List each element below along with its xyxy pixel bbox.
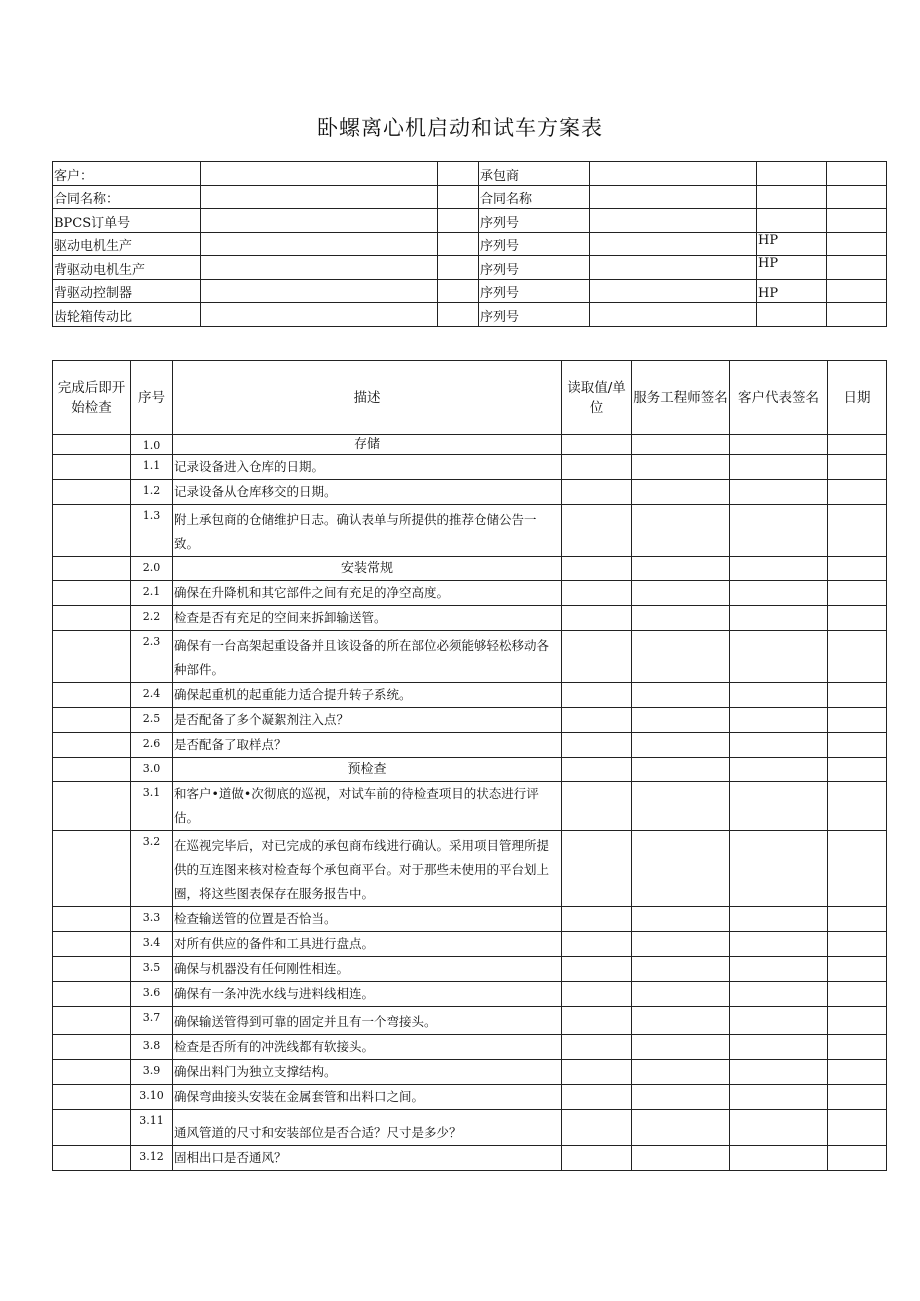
engineer-sign-cell[interactable] [632, 982, 730, 1007]
row-number: 3.5 [131, 957, 173, 982]
reading-cell[interactable] [562, 708, 632, 733]
info-label: 背驱动控制器 [53, 279, 201, 303]
table-row [53, 631, 887, 683]
table-row [53, 831, 887, 907]
info-hp: HP [757, 256, 827, 280]
engineer-sign-cell[interactable] [632, 631, 730, 683]
date-cell[interactable] [828, 831, 887, 907]
customer-sign-cell[interactable] [730, 758, 828, 782]
info-label: 驱动电机生产 [53, 232, 201, 256]
info-mid-field[interactable] [590, 279, 757, 303]
info-row [53, 185, 887, 209]
check-cell[interactable] [53, 1007, 131, 1035]
date-cell[interactable] [828, 1110, 887, 1146]
engineer-sign-cell[interactable] [632, 435, 730, 455]
check-cell[interactable] [53, 1060, 131, 1085]
row-number: 2.4 [131, 683, 173, 708]
date-cell[interactable] [828, 1146, 887, 1171]
date-cell[interactable] [828, 505, 887, 557]
engineer-sign-cell[interactable] [632, 733, 730, 758]
info-label: 合同名称： [53, 185, 201, 209]
engineer-sign-cell[interactable] [632, 708, 730, 733]
reading-cell[interactable] [562, 733, 632, 758]
info-mid-field[interactable] [590, 162, 757, 186]
info-mid-label: 序列号 [479, 303, 590, 327]
info-hp [757, 303, 827, 327]
date-cell[interactable] [828, 683, 887, 708]
row-number: 3.4 [131, 932, 173, 957]
row-description: 确保在升降机和其它部件之间有充足的净空高度。 [173, 581, 562, 606]
row-number: 3.7 [131, 1007, 173, 1035]
check-cell[interactable] [53, 505, 131, 557]
table-row [53, 982, 887, 1007]
customer-sign-cell[interactable] [730, 932, 828, 957]
row-description: 确保输送管得到可靠的固定并且有一个弯接头。 [173, 1007, 562, 1035]
reading-cell[interactable] [562, 758, 632, 782]
reading-cell[interactable] [562, 1085, 632, 1110]
customer-sign-cell[interactable] [730, 1146, 828, 1171]
info-row [53, 162, 887, 186]
table-row [53, 1060, 887, 1085]
engineer-sign-cell[interactable] [632, 1035, 730, 1060]
table-row [53, 1007, 887, 1035]
row-description: 确保与机器没有任何刚性相连。 [173, 957, 562, 982]
row-number: 2.1 [131, 581, 173, 606]
reading-cell[interactable] [562, 1007, 632, 1035]
table-row [53, 1085, 887, 1110]
reading-cell[interactable] [562, 480, 632, 505]
table-row [53, 1146, 887, 1171]
engineer-sign-cell[interactable] [632, 831, 730, 907]
header-date: 日期 [828, 361, 887, 435]
check-cell[interactable] [53, 435, 131, 455]
header-reading: 读取值/单位 [562, 361, 632, 435]
row-number: 2.2 [131, 606, 173, 631]
table-row [53, 1110, 887, 1146]
reading-cell[interactable] [562, 932, 632, 957]
customer-sign-cell[interactable] [730, 1035, 828, 1060]
row-description: 检查是否所有的冲洗线都有软接头。 [173, 1035, 562, 1060]
customer-sign-cell[interactable] [730, 435, 828, 455]
info-hp: HP [757, 232, 827, 256]
section-title: 存储 [173, 435, 562, 455]
info-hp [757, 209, 827, 233]
row-description: 和客户•道做•次彻底的巡视，对试车前的待检查项目的状态进行评估。 [173, 782, 562, 831]
check-cell[interactable] [53, 1035, 131, 1060]
customer-sign-cell[interactable] [730, 831, 828, 907]
customer-sign-cell[interactable] [730, 907, 828, 932]
info-mid-field[interactable] [590, 256, 757, 280]
reading-cell[interactable] [562, 957, 632, 982]
check-cell[interactable] [53, 831, 131, 907]
info-mid-field[interactable] [590, 303, 757, 327]
check-cell[interactable] [53, 957, 131, 982]
engineer-sign-cell[interactable] [632, 1085, 730, 1110]
check-cell[interactable] [53, 782, 131, 831]
date-cell[interactable] [828, 957, 887, 982]
check-cell[interactable] [53, 1146, 131, 1171]
check-cell[interactable] [53, 455, 131, 480]
date-cell[interactable] [828, 581, 887, 606]
info-label: 客户： [53, 162, 201, 186]
row-number: 2.0 [131, 557, 173, 581]
row-description: 附上承包商的仓储维护日志。确认表单与所提供的推荐仓储公告一致。 [173, 505, 562, 557]
section-row [53, 557, 887, 581]
engineer-sign-cell[interactable] [632, 606, 730, 631]
header-desc: 描述 [173, 361, 562, 435]
info-label: 齿轮箱传动比 [53, 303, 201, 327]
customer-sign-cell[interactable] [730, 782, 828, 831]
section-row [53, 435, 887, 455]
table-row [53, 782, 887, 831]
info-mid-label: 序列号 [479, 256, 590, 280]
row-number: 3.6 [131, 982, 173, 1007]
date-cell[interactable] [828, 557, 887, 581]
reading-cell[interactable] [562, 505, 632, 557]
customer-sign-cell[interactable] [730, 1060, 828, 1085]
engineer-sign-cell[interactable] [632, 1146, 730, 1171]
row-description: 检查输送管的位置是否恰当。 [173, 907, 562, 932]
row-description: 确保弯曲接头安装在金属套管和出料口之间。 [173, 1085, 562, 1110]
info-mid-field[interactable] [590, 232, 757, 256]
date-cell[interactable] [828, 480, 887, 505]
info-mid-label: 序列号 [479, 209, 590, 233]
header-row [53, 361, 887, 435]
row-number: 1.1 [131, 455, 173, 480]
info-hp: HP [757, 279, 827, 303]
info-mid-field[interactable] [590, 185, 757, 209]
reading-cell[interactable] [562, 1146, 632, 1171]
date-cell[interactable] [828, 758, 887, 782]
info-label: 背驱动电机生产 [53, 256, 201, 280]
row-description: 确保有一台高架起重设备并且该设备的所在部位必须能够轻松移动各种部件。 [173, 631, 562, 683]
row-number: 2.6 [131, 733, 173, 758]
reading-cell[interactable] [562, 606, 632, 631]
engineer-sign-cell[interactable] [632, 683, 730, 708]
check-cell[interactable] [53, 758, 131, 782]
reading-cell[interactable] [562, 982, 632, 1007]
date-cell[interactable] [828, 606, 887, 631]
engineer-sign-cell[interactable] [632, 1060, 730, 1085]
customer-sign-cell[interactable] [730, 480, 828, 505]
row-number: 3.1 [131, 782, 173, 831]
row-description: 检查是否有充足的空间来拆卸输送管。 [173, 606, 562, 631]
row-number: 3.3 [131, 907, 173, 932]
customer-sign-cell[interactable] [730, 708, 828, 733]
info-hp [757, 185, 827, 209]
row-description: 在巡视完毕后，对已完成的承包商布线进行确认。采用项目管理所提供的互连图来核对检查每个承包商平台。对于那些未使用的平台划上圈，将这些图表保存在服务报告中。 [173, 831, 562, 907]
section-row [53, 758, 887, 782]
info-mid-label: 承包商 [479, 162, 590, 186]
reading-cell[interactable] [562, 435, 632, 455]
row-number: 3.10 [131, 1085, 173, 1110]
table-row [53, 957, 887, 982]
customer-sign-cell[interactable] [730, 1110, 828, 1146]
row-description: 确保出料门为独立支撑结构。 [173, 1060, 562, 1085]
row-number: 2.5 [131, 708, 173, 733]
customer-sign-cell[interactable] [730, 1085, 828, 1110]
row-number: 1.0 [131, 435, 173, 455]
check-cell[interactable] [53, 683, 131, 708]
reading-cell[interactable] [562, 631, 632, 683]
check-cell[interactable] [53, 606, 131, 631]
customer-sign-cell[interactable] [730, 957, 828, 982]
info-row [53, 303, 887, 327]
row-number: 3.2 [131, 831, 173, 907]
info-value-field[interactable] [201, 279, 438, 303]
reading-cell[interactable] [562, 1035, 632, 1060]
table-row [53, 683, 887, 708]
check-cell[interactable] [53, 581, 131, 606]
date-cell[interactable] [828, 1060, 887, 1085]
check-cell[interactable] [53, 631, 131, 683]
engineer-sign-cell[interactable] [632, 932, 730, 957]
check-cell[interactable] [53, 733, 131, 758]
header-engineer: 服务工程师签名 [632, 361, 730, 435]
table-row [53, 581, 887, 606]
engineer-sign-cell[interactable] [632, 907, 730, 932]
check-cell[interactable] [53, 480, 131, 505]
info-row [53, 232, 887, 256]
reading-cell[interactable] [562, 455, 632, 480]
date-cell[interactable] [828, 455, 887, 480]
table-row [53, 606, 887, 631]
customer-sign-cell[interactable] [730, 982, 828, 1007]
info-value-field[interactable] [201, 162, 438, 186]
reading-cell[interactable] [562, 1110, 632, 1146]
info-value-field[interactable] [201, 232, 438, 256]
check-cell[interactable] [53, 708, 131, 733]
reading-cell[interactable] [562, 831, 632, 907]
table-row [53, 733, 887, 758]
info-mid-label: 合同名称 [479, 185, 590, 209]
date-cell[interactable] [828, 1035, 887, 1060]
info-mid-field[interactable] [590, 209, 757, 233]
reading-cell[interactable] [562, 557, 632, 581]
engineer-sign-cell[interactable] [632, 480, 730, 505]
section-title: 安装常规 [173, 557, 562, 581]
check-cell[interactable] [53, 557, 131, 581]
customer-sign-cell[interactable] [730, 505, 828, 557]
date-cell[interactable] [828, 733, 887, 758]
info-value-field[interactable] [201, 303, 438, 327]
table-row [53, 708, 887, 733]
row-number: 1.3 [131, 505, 173, 557]
table-row [53, 907, 887, 932]
info-mid-label: 序列号 [479, 279, 590, 303]
row-number: 3.11 [131, 1110, 173, 1146]
date-cell[interactable] [828, 435, 887, 455]
info-row [53, 256, 887, 280]
header-seq: 序号 [131, 361, 173, 435]
info-value-field[interactable] [201, 209, 438, 233]
check-cell[interactable] [53, 1110, 131, 1146]
page-title: 卧螺离心机启动和试车方案表 [317, 116, 603, 140]
info-value-field[interactable] [201, 185, 438, 209]
customer-sign-cell[interactable] [730, 683, 828, 708]
date-cell[interactable] [828, 631, 887, 683]
table-row [53, 1035, 887, 1060]
engineer-sign-cell[interactable] [632, 782, 730, 831]
customer-sign-cell[interactable] [730, 606, 828, 631]
check-cell[interactable] [53, 907, 131, 932]
reading-cell[interactable] [562, 782, 632, 831]
customer-sign-cell[interactable] [730, 581, 828, 606]
row-description: 记录设备进入仓库的日期。 [173, 455, 562, 480]
date-cell[interactable] [828, 982, 887, 1007]
engineer-sign-cell[interactable] [632, 557, 730, 581]
table-row [53, 505, 887, 557]
section-title: 预检查 [173, 758, 562, 782]
row-description: 是否配备了取样点？ [173, 733, 562, 758]
row-number: 2.3 [131, 631, 173, 683]
date-cell[interactable] [828, 708, 887, 733]
reading-cell[interactable] [562, 907, 632, 932]
header-customer: 客户代表签名 [730, 361, 828, 435]
info-value-field[interactable] [201, 256, 438, 280]
date-cell[interactable] [828, 907, 887, 932]
table-row [53, 455, 887, 480]
table-row [53, 480, 887, 505]
row-number: 3.12 [131, 1146, 173, 1171]
engineer-sign-cell[interactable] [632, 581, 730, 606]
info-label: BPCS订单号 [53, 209, 201, 233]
date-cell[interactable] [828, 932, 887, 957]
info-row [53, 209, 887, 233]
row-description: 对所有供应的备件和工具进行盘点。 [173, 932, 562, 957]
row-description: 记录设备从仓库移交的日期。 [173, 480, 562, 505]
row-number: 3.9 [131, 1060, 173, 1085]
info-mid-label: 序列号 [479, 232, 590, 256]
row-number: 3.0 [131, 758, 173, 782]
row-description: 是否配备了多个凝絮剂注入点？ [173, 708, 562, 733]
table-row [53, 932, 887, 957]
check-cell[interactable] [53, 982, 131, 1007]
customer-sign-cell[interactable] [730, 631, 828, 683]
info-row [53, 279, 887, 303]
engineer-sign-cell[interactable] [632, 1007, 730, 1035]
date-cell[interactable] [828, 782, 887, 831]
check-cell[interactable] [53, 932, 131, 957]
check-cell[interactable] [53, 1085, 131, 1110]
engineer-sign-cell[interactable] [632, 957, 730, 982]
engineer-sign-cell[interactable] [632, 455, 730, 480]
info-hp [757, 162, 827, 186]
reading-cell[interactable] [562, 1060, 632, 1085]
engineer-sign-cell[interactable] [632, 1110, 730, 1146]
reading-cell[interactable] [562, 581, 632, 606]
customer-sign-cell[interactable] [730, 557, 828, 581]
row-description: 确保起重机的起重能力适合提升转子系统。 [173, 683, 562, 708]
row-description: 确保有一条冲洗水线与进料线相连。 [173, 982, 562, 1007]
engineer-sign-cell[interactable] [632, 505, 730, 557]
engineer-sign-cell[interactable] [632, 758, 730, 782]
row-description: 固相出口是否通风？ [173, 1146, 562, 1171]
customer-sign-cell[interactable] [730, 455, 828, 480]
customer-sign-cell[interactable] [730, 733, 828, 758]
checklist-table [52, 360, 887, 1171]
customer-sign-cell[interactable] [730, 1007, 828, 1035]
date-cell[interactable] [828, 1085, 887, 1110]
row-number: 1.2 [131, 480, 173, 505]
row-description: 通风管道的尺寸和安装部位是否合适？尺寸是多少？ [173, 1110, 562, 1146]
header-check: 完成后即开始检查 [53, 361, 131, 435]
row-number: 3.8 [131, 1035, 173, 1060]
reading-cell[interactable] [562, 683, 632, 708]
date-cell[interactable] [828, 1007, 887, 1035]
info-table [52, 161, 887, 327]
